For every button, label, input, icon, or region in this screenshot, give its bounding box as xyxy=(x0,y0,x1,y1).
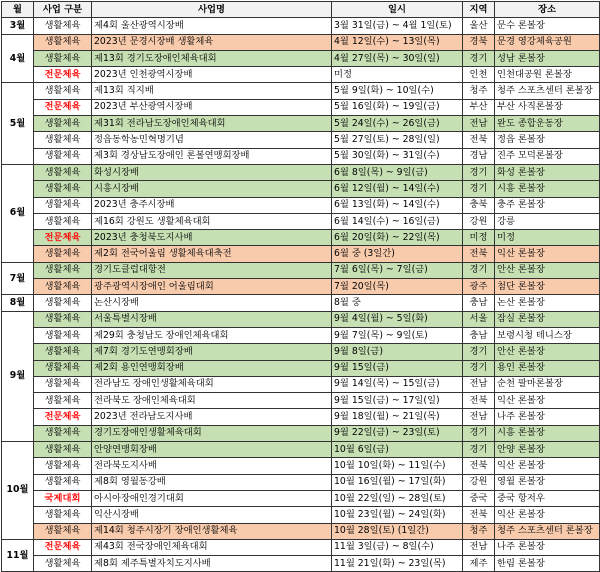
region-cell: 전남 xyxy=(463,116,495,132)
category-cell: 생활체육 xyxy=(34,197,92,213)
table-row xyxy=(2,376,600,392)
region-cell: 청주 xyxy=(463,83,495,99)
venue-cell: 강릉 xyxy=(495,213,600,229)
event-name-cell: 화성시장배 xyxy=(92,164,332,180)
venue-cell: 충주 론볼장 xyxy=(495,197,600,213)
date-cell: 10월 16일(월) ~ 17일(화) xyxy=(332,474,463,490)
header-region: 지역 xyxy=(463,2,495,18)
category-cell: 생활체육 xyxy=(34,360,92,376)
schedule-table xyxy=(1,1,600,572)
venue-cell: 영월 론볼장 xyxy=(495,474,600,490)
region-cell: 충남 xyxy=(463,327,495,343)
region-cell: 경남 xyxy=(463,148,495,164)
region-cell: 경기 xyxy=(463,262,495,278)
date-cell: 11월 21일(화) ~ 23일(목) xyxy=(332,556,463,572)
event-name-cell: 광주광역시장애인 어울림대회 xyxy=(92,279,332,295)
event-name-cell: 제8회 제주특별자치도지사배 xyxy=(92,556,332,572)
table-row xyxy=(2,490,600,506)
venue-cell: 안산 론볼장 xyxy=(495,344,600,360)
event-name-cell: 아시아장애인경기대회 xyxy=(92,490,332,506)
event-name-cell: 전라북도지사배 xyxy=(92,458,332,474)
event-name-cell: 논산시장배 xyxy=(92,295,332,311)
table-row xyxy=(2,279,600,295)
event-name-cell: 제13회 경기도장애인체육대회 xyxy=(92,50,332,66)
event-name-cell: 제14회 청주시장기 장애인생활체육 xyxy=(92,523,332,539)
venue-cell: 미정 xyxy=(495,230,600,246)
venue-cell: 진주 모덕론볼장 xyxy=(495,148,600,164)
header-name: 사업명 xyxy=(92,2,332,18)
category-cell: 국제대회 xyxy=(34,490,92,506)
table-row xyxy=(2,116,600,132)
venue-cell: 부산 사직론볼장 xyxy=(495,99,600,115)
event-name-cell: 제29회 충청남도 장애인체육대회 xyxy=(92,327,332,343)
date-cell: 7월 6일(목) ~ 7일(금) xyxy=(332,262,463,278)
event-name-cell: 제2회 용인연맹회장배 xyxy=(92,360,332,376)
month-cell: 10월 xyxy=(2,442,34,540)
category-cell: 생활체육 xyxy=(34,83,92,99)
venue-cell: 정읍 론볼장 xyxy=(495,132,600,148)
category-cell: 생활체육 xyxy=(34,344,92,360)
category-cell: 생활체육 xyxy=(34,246,92,262)
category-cell: 전문체육 xyxy=(34,67,92,83)
region-cell: 광주 xyxy=(463,279,495,295)
event-name-cell: 제16회 강원도 생활체육대회 xyxy=(92,213,332,229)
table-row xyxy=(2,99,600,115)
venue-cell: 순천 팔마론볼장 xyxy=(495,376,600,392)
date-cell: 7월 20일(목) xyxy=(332,279,463,295)
table-row xyxy=(2,213,600,229)
event-name-cell: 제7회 경기도연맹회장배 xyxy=(92,344,332,360)
event-name-cell: 제2회 전국어울림 생활체육대축전 xyxy=(92,246,332,262)
date-cell: 10월 6일(금) xyxy=(332,442,463,458)
event-name-cell: 안양연맹회장배 xyxy=(92,442,332,458)
event-name-cell: 제13회 직지배 xyxy=(92,83,332,99)
region-cell: 경기 xyxy=(463,425,495,441)
venue-cell: 한림 론볼장 xyxy=(495,556,600,572)
date-cell: 9월 18일(월) ~ 21일(목) xyxy=(332,409,463,425)
table-row xyxy=(2,458,600,474)
venue-cell: 나주 론볼장 xyxy=(495,409,600,425)
date-cell: 6월 12일(월) ~ 14일(수) xyxy=(332,181,463,197)
date-cell: 6월 14일(수) ~ 16일(금) xyxy=(332,213,463,229)
event-name-cell: 2023년 충주시장배 xyxy=(92,197,332,213)
table-row xyxy=(2,132,600,148)
category-cell: 전문체육 xyxy=(34,99,92,115)
category-cell: 전문체육 xyxy=(34,409,92,425)
event-name-cell: 경기도장애인생활체육대회 xyxy=(92,425,332,441)
event-name-cell: 경기도클럽대항전 xyxy=(92,262,332,278)
region-cell: 미정 xyxy=(463,230,495,246)
category-cell: 생활체육 xyxy=(34,458,92,474)
date-cell: 5월 27일(토) ~ 28일(일) xyxy=(332,132,463,148)
region-cell: 경기 xyxy=(463,164,495,180)
region-cell: 인천 xyxy=(463,67,495,83)
venue-cell: 중국 항저우 xyxy=(495,490,600,506)
venue-cell: 익산 론볼장 xyxy=(495,246,600,262)
category-cell: 생활체육 xyxy=(34,34,92,50)
venue-cell: 문경 영강체육공원 xyxy=(495,34,600,50)
date-cell: 4월 12일(수) ~ 13일(목) xyxy=(332,34,463,50)
table-row xyxy=(2,523,600,539)
category-cell: 생활체육 xyxy=(34,523,92,539)
category-cell: 생활체육 xyxy=(34,507,92,523)
category-cell: 생활체육 xyxy=(34,50,92,66)
table-row xyxy=(2,409,600,425)
date-cell: 9월 7일(목) ~ 9일(토) xyxy=(332,327,463,343)
event-name-cell: 2023년 충청북도지사배 xyxy=(92,230,332,246)
region-cell: 제주 xyxy=(463,556,495,572)
event-name-cell: 2023년 부산광역시장배 xyxy=(92,99,332,115)
category-cell: 생활체육 xyxy=(34,376,92,392)
venue-cell: 인천대공원 론볼장 xyxy=(495,67,600,83)
month-cell: 3월 xyxy=(2,18,34,34)
table-row xyxy=(2,34,600,50)
category-cell: 생활체육 xyxy=(34,164,92,180)
category-cell: 전문체육 xyxy=(34,230,92,246)
header-month: 월 xyxy=(2,2,34,18)
category-cell: 생활체육 xyxy=(34,262,92,278)
category-cell: 생활체육 xyxy=(34,279,92,295)
event-name-cell: 2023년 인천광역시장배 xyxy=(92,67,332,83)
event-name-cell: 제3회 경상남도장애인 론볼연맹회장배 xyxy=(92,148,332,164)
category-cell: 생활체육 xyxy=(34,474,92,490)
date-cell: 10월 28일(토) (1일간) xyxy=(332,523,463,539)
event-name-cell: 제8회 영월동강배 xyxy=(92,474,332,490)
month-cell: 4월 xyxy=(2,34,34,83)
date-cell: 5월 24일(수) ~ 26일(금) xyxy=(332,116,463,132)
venue-cell: 익산 론볼장 xyxy=(495,393,600,409)
region-cell: 경기 xyxy=(463,442,495,458)
event-name-cell: 2023년 문경시장배 생활체육 xyxy=(92,34,332,50)
table-row xyxy=(2,360,600,376)
venue-cell: 화성 론볼장 xyxy=(495,164,600,180)
region-cell: 강원 xyxy=(463,213,495,229)
date-cell: 9월 4일(월) ~ 5일(화) xyxy=(332,311,463,327)
venue-cell: 시흥 론볼장 xyxy=(495,181,600,197)
event-name-cell: 2023년 전라남도지사배 xyxy=(92,409,332,425)
table-row xyxy=(2,327,600,343)
table-row xyxy=(2,18,600,34)
header-date: 일시 xyxy=(332,2,463,18)
venue-cell: 용인 론볼장 xyxy=(495,360,600,376)
venue-cell: 익산 론볼장 xyxy=(495,507,600,523)
month-cell: 8월 xyxy=(2,295,34,311)
date-cell: 미정 xyxy=(332,67,463,83)
header-category: 사업 구분 xyxy=(34,2,92,18)
region-cell: 청주 xyxy=(463,523,495,539)
category-cell: 생활체육 xyxy=(34,116,92,132)
table-row xyxy=(2,393,600,409)
table-row xyxy=(2,230,600,246)
month-cell: 5월 xyxy=(2,83,34,164)
region-cell: 경기 xyxy=(463,360,495,376)
date-cell: 10월 23일(월) ~ 24일(화) xyxy=(332,507,463,523)
venue-cell: 청주 스포츠센터 론볼장 xyxy=(495,523,600,539)
category-cell: 생활체육 xyxy=(34,442,92,458)
region-cell: 전북 xyxy=(463,458,495,474)
date-cell: 5월 9일(화) ~ 10일(수) xyxy=(332,83,463,99)
venue-cell: 나주 론볼장 xyxy=(495,539,600,555)
venue-cell: 완도 종합운동장 xyxy=(495,116,600,132)
date-cell: 8월 중 xyxy=(332,295,463,311)
table-row xyxy=(2,164,600,180)
header-row xyxy=(2,2,600,18)
date-cell: 6월 8일(목) ~ 9일(금) xyxy=(332,164,463,180)
category-cell: 생활체육 xyxy=(34,148,92,164)
region-cell: 서울 xyxy=(463,311,495,327)
event-name-cell: 전라남도 장애인생활체육대회 xyxy=(92,376,332,392)
venue-cell: 잠실 론볼장 xyxy=(495,311,600,327)
category-cell: 생활체육 xyxy=(34,393,92,409)
event-name-cell: 서울특별시장배 xyxy=(92,311,332,327)
region-cell: 경기 xyxy=(463,344,495,360)
table-row xyxy=(2,148,600,164)
region-cell: 전북 xyxy=(463,393,495,409)
event-name-cell: 익산시장배 xyxy=(92,507,332,523)
month-cell: 11월 xyxy=(2,539,34,572)
venue-cell: 논산 론볼장 xyxy=(495,295,600,311)
region-cell: 부산 xyxy=(463,99,495,115)
date-cell: 9월 15일(금) xyxy=(332,360,463,376)
month-cell: 9월 xyxy=(2,311,34,441)
table-row xyxy=(2,556,600,572)
table-row xyxy=(2,262,600,278)
table-row xyxy=(2,344,600,360)
region-cell: 전남 xyxy=(463,409,495,425)
date-cell: 3월 31일(금) ~ 4월 1일(토) xyxy=(332,18,463,34)
venue-cell: 성남 론볼장 xyxy=(495,50,600,66)
category-cell: 생활체육 xyxy=(34,181,92,197)
event-name-cell: 제43회 전국장애인체육대회 xyxy=(92,539,332,555)
region-cell: 경기 xyxy=(463,181,495,197)
category-cell: 생활체육 xyxy=(34,311,92,327)
month-cell: 7월 xyxy=(2,262,34,295)
date-cell: 6월 20일(화) ~ 22일(목) xyxy=(332,230,463,246)
table-row xyxy=(2,539,600,555)
event-name-cell: 전라북도 장애인체육대회 xyxy=(92,393,332,409)
category-cell: 생활체육 xyxy=(34,213,92,229)
date-cell: 10월 22일(일) ~ 28일(토) xyxy=(332,490,463,506)
event-name-cell: 정읍동학농민혁명기념 xyxy=(92,132,332,148)
table-row xyxy=(2,507,600,523)
table-row xyxy=(2,425,600,441)
category-cell: 생활체육 xyxy=(34,18,92,34)
region-cell: 경기 xyxy=(463,50,495,66)
venue-cell: 첨단 론볼장 xyxy=(495,279,600,295)
date-cell: 9월 14일(목) ~ 15일(금) xyxy=(332,376,463,392)
venue-cell: 청주 스포츠센터 론볼장 xyxy=(495,83,600,99)
date-cell: 9월 22일(금) ~ 23일(토) xyxy=(332,425,463,441)
category-cell: 생활체육 xyxy=(34,556,92,572)
date-cell: 6월 13일(화) ~ 14일(수) xyxy=(332,197,463,213)
category-cell: 생활체육 xyxy=(34,425,92,441)
region-cell: 경북 xyxy=(463,34,495,50)
schedule-body xyxy=(2,18,600,572)
table-row xyxy=(2,50,600,66)
region-cell: 강원 xyxy=(463,474,495,490)
venue-cell: 문수 론볼장 xyxy=(495,18,600,34)
date-cell: 6월 중 (3일간) xyxy=(332,246,463,262)
category-cell: 생활체육 xyxy=(34,327,92,343)
venue-cell: 시흥 론볼장 xyxy=(495,425,600,441)
region-cell: 충북 xyxy=(463,197,495,213)
region-cell: 전북 xyxy=(463,132,495,148)
date-cell: 9월 8일(금) xyxy=(332,344,463,360)
table-row xyxy=(2,442,600,458)
table-row xyxy=(2,181,600,197)
table-row xyxy=(2,311,600,327)
region-cell: 전북 xyxy=(463,507,495,523)
event-name-cell: 시흥시장배 xyxy=(92,181,332,197)
date-cell: 5월 16일(화) ~ 19일(금) xyxy=(332,99,463,115)
event-name-cell: 제31회 전라남도장애인체육대회 xyxy=(92,116,332,132)
region-cell: 전북 xyxy=(463,246,495,262)
table-row xyxy=(2,83,600,99)
table-row xyxy=(2,474,600,490)
region-cell: 중국 xyxy=(463,490,495,506)
table-row xyxy=(2,295,600,311)
venue-cell: 안산 론볼장 xyxy=(495,262,600,278)
region-cell: 울산 xyxy=(463,18,495,34)
date-cell: 11월 3일(금) ~ 8일(수) xyxy=(332,539,463,555)
month-cell: 6월 xyxy=(2,164,34,262)
table-row xyxy=(2,197,600,213)
category-cell: 전문체육 xyxy=(34,539,92,555)
region-cell: 충남 xyxy=(463,295,495,311)
category-cell: 생활체육 xyxy=(34,295,92,311)
region-cell: 전남 xyxy=(463,539,495,555)
venue-cell: 보령시청 테니스장 xyxy=(495,327,600,343)
event-name-cell: 제4회 울산광역시장배 xyxy=(92,18,332,34)
date-cell: 5월 30일(화) ~ 31일(수) xyxy=(332,148,463,164)
region-cell: 전남 xyxy=(463,376,495,392)
header-venue: 장소 xyxy=(495,2,600,18)
table-row xyxy=(2,246,600,262)
date-cell: 4월 27일(목) ~ 30일(일) xyxy=(332,50,463,66)
date-cell: 10월 10일(화) ~ 11일(수) xyxy=(332,458,463,474)
venue-cell: 익산 론볼장 xyxy=(495,458,600,474)
date-cell: 9월 15일(금) ~ 17일(일) xyxy=(332,393,463,409)
venue-cell: 안양 론볼장 xyxy=(495,442,600,458)
table-row xyxy=(2,67,600,83)
category-cell: 생활체육 xyxy=(34,132,92,148)
